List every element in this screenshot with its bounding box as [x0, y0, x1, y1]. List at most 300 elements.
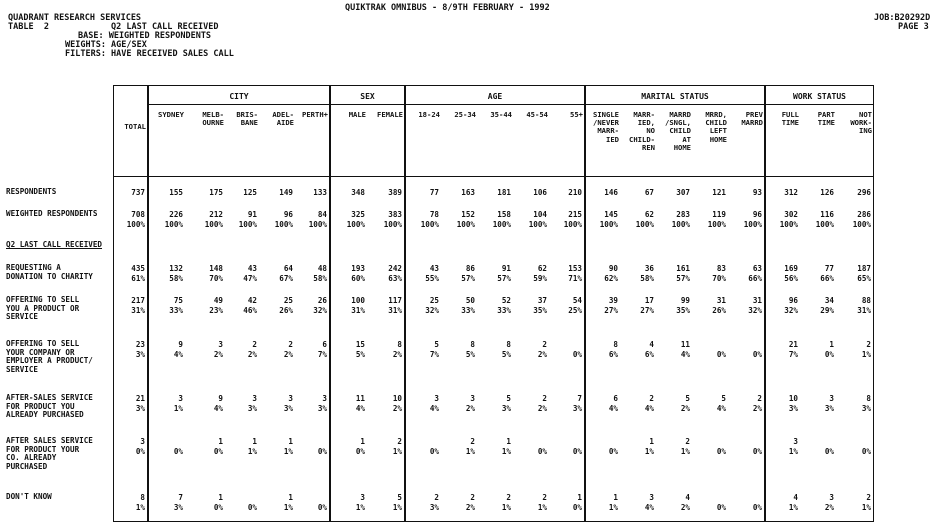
percent-cell: 100% [204, 220, 223, 229]
percent-cell: 7% [317, 350, 327, 359]
count-cell: 5 [434, 340, 439, 349]
percent-cell: 57% [676, 274, 690, 283]
percent-cell: 2% [537, 350, 547, 359]
percent-cell: 1% [355, 503, 365, 512]
row-label: OFFERING TO SELL YOU A PRODUCT OR SERVICE [6, 295, 80, 322]
percent-cell: 2% [465, 503, 475, 512]
count-cell: 302 [784, 210, 798, 219]
count-cell: 93 [752, 188, 762, 197]
percent-cell: 32% [784, 306, 798, 315]
count-cell: 77 [429, 188, 439, 197]
count-cell: 307 [676, 188, 690, 197]
count-cell: 5 [397, 493, 402, 502]
percent-cell: 0% [572, 447, 582, 456]
count-cell: 163 [461, 188, 475, 197]
row-label: DON'T KNOW [6, 492, 52, 501]
count-cell: 435 [131, 264, 145, 273]
percent-cell: 0% [213, 503, 223, 512]
count-cell: 212 [209, 210, 223, 219]
count-cell: 3 [252, 394, 257, 403]
percent-cell: 2% [392, 404, 402, 413]
count-cell: 99 [680, 296, 690, 305]
count-cell: 8 [613, 340, 618, 349]
percent-cell: 0% [317, 503, 327, 512]
count-cell: 106 [533, 188, 547, 197]
count-cell: 210 [568, 188, 582, 197]
percent-cell: 35% [533, 306, 547, 315]
percent-cell: 1% [283, 503, 293, 512]
count-cell: 90 [608, 264, 618, 273]
column-header: PERTH+ [302, 110, 328, 119]
count-cell: 43 [247, 264, 257, 273]
count-cell: 3 [434, 394, 439, 403]
percent-cell: 2% [752, 404, 762, 413]
count-cell: 348 [351, 188, 365, 197]
percent-cell: 0% [824, 350, 834, 359]
count-cell: 2 [542, 394, 547, 403]
group-age: AGE [487, 92, 503, 101]
count-cell: 7 [178, 493, 183, 502]
column-header: PART TIME [817, 110, 835, 128]
count-cell: 1 [506, 437, 511, 446]
row-label: OFFERING TO SELL YOUR COMPANY OR EMPLOYER A PRODUCT/ SERVICE [6, 339, 93, 374]
count-cell: 161 [676, 264, 690, 273]
percent-cell: 3% [501, 404, 511, 413]
table-number: TABLE 2 [8, 22, 49, 32]
percent-cell: 67% [279, 274, 293, 283]
percent-cell: 57% [497, 274, 511, 283]
count-cell: 286 [857, 210, 871, 219]
percent-cell: 3% [135, 350, 145, 359]
count-cell: 37 [537, 296, 547, 305]
percent-cell: 1% [788, 447, 798, 456]
count-cell: 383 [388, 210, 402, 219]
count-cell: 181 [497, 188, 511, 197]
percent-cell: 46% [243, 306, 257, 315]
count-cell: 187 [857, 264, 871, 273]
count-cell: 48 [317, 264, 327, 273]
count-cell: 63 [752, 264, 762, 273]
count-cell: 83 [716, 264, 726, 273]
percent-cell: 27% [640, 306, 654, 315]
percent-cell: 65% [857, 274, 871, 283]
count-cell: 62 [537, 264, 547, 273]
count-cell: 25 [283, 296, 293, 305]
percent-cell: 63% [388, 274, 402, 283]
count-cell: 2 [252, 340, 257, 349]
count-cell: 8 [866, 394, 871, 403]
count-cell: 96 [752, 210, 762, 219]
percent-cell: 100% [779, 220, 798, 229]
percent-cell: 100% [420, 220, 439, 229]
row-label: RESPONDENTS [6, 187, 57, 196]
percent-cell: 4% [213, 404, 223, 413]
count-cell: 9 [178, 340, 183, 349]
count-cell: 126 [820, 188, 834, 197]
percent-cell: 1% [537, 503, 547, 512]
percent-cell: 100% [274, 220, 293, 229]
percent-cell: 2% [247, 350, 257, 359]
count-cell: 152 [461, 210, 475, 219]
percent-cell: 47% [243, 274, 257, 283]
count-cell: 10 [392, 394, 402, 403]
percent-cell: 33% [497, 306, 511, 315]
count-cell: 153 [568, 264, 582, 273]
count-cell: 26 [317, 296, 327, 305]
count-cell: 1 [218, 437, 223, 446]
column-header: MRRD, CHILD LEFT HOME [705, 110, 727, 144]
count-cell: 2 [470, 437, 475, 446]
count-cell: 125 [243, 188, 257, 197]
count-cell: 1 [252, 437, 257, 446]
count-cell: 36 [644, 264, 654, 273]
count-cell: 100 [351, 296, 365, 305]
percent-cell: 4% [608, 404, 618, 413]
percent-cell: 5% [355, 350, 365, 359]
count-cell: 119 [712, 210, 726, 219]
section-label: Q2 LAST CALL RECEIVED [6, 240, 103, 249]
percent-cell: 4% [173, 350, 183, 359]
count-cell: 96 [788, 296, 798, 305]
percent-cell: 2% [213, 350, 223, 359]
count-cell: 8 [506, 340, 511, 349]
percent-cell: 58% [169, 274, 183, 283]
percent-cell: 59% [533, 274, 547, 283]
percent-cell: 32% [748, 306, 762, 315]
percent-cell: 100% [815, 220, 834, 229]
count-cell: 146 [604, 188, 618, 197]
count-cell: 737 [131, 188, 145, 197]
count-cell: 3 [360, 493, 365, 502]
percent-cell: 1% [644, 447, 654, 456]
count-cell: 2 [757, 394, 762, 403]
count-cell: 117 [388, 296, 402, 305]
percent-cell: 0% [752, 350, 762, 359]
column-header: PREV MARRD [741, 110, 763, 128]
percent-cell: 0% [716, 447, 726, 456]
percent-cell: 7% [429, 350, 439, 359]
percent-cell: 100% [492, 220, 511, 229]
percent-cell: 3% [135, 404, 145, 413]
count-cell: 15 [355, 340, 365, 349]
count-cell: 3 [829, 493, 834, 502]
count-cell: 84 [317, 210, 327, 219]
percent-cell: 100% [164, 220, 183, 229]
count-cell: 78 [429, 210, 439, 219]
count-cell: 43 [429, 264, 439, 273]
question-title: Q2 LAST CALL RECEIVED [111, 22, 219, 32]
percent-cell: 100% [599, 220, 618, 229]
percent-cell: 26% [279, 306, 293, 315]
count-cell: 215 [568, 210, 582, 219]
count-cell: 6 [322, 340, 327, 349]
count-cell: 2 [685, 437, 690, 446]
column-header: SINGLE /NEVER MARR- IED [593, 110, 619, 144]
percent-cell: 100% [238, 220, 257, 229]
percent-cell: 58% [640, 274, 654, 283]
row-label: REQUESTING A DONATION TO CHARITY [6, 263, 93, 281]
count-cell: 2 [506, 493, 511, 502]
count-cell: 31 [716, 296, 726, 305]
count-cell: 133 [313, 188, 327, 197]
percent-cell: 2% [465, 404, 475, 413]
count-cell: 1 [829, 340, 834, 349]
percent-cell: 0% [716, 503, 726, 512]
count-cell: 21 [788, 340, 798, 349]
count-cell: 5 [506, 394, 511, 403]
count-cell: 64 [283, 264, 293, 273]
count-cell: 148 [209, 264, 223, 273]
count-cell: 91 [501, 264, 511, 273]
count-cell: 3 [649, 493, 654, 502]
row-label: WEIGHTED RESPONDENTS [6, 209, 98, 218]
percent-cell: 3% [283, 404, 293, 413]
percent-cell: 0% [135, 447, 145, 456]
percent-cell: 70% [712, 274, 726, 283]
count-cell: 158 [497, 210, 511, 219]
count-cell: 2 [470, 493, 475, 502]
count-cell: 9 [218, 394, 223, 403]
percent-cell: 4% [680, 350, 690, 359]
percent-cell: 0% [429, 447, 439, 456]
company-name: QUADRANT RESEARCH SERVICES [8, 13, 142, 23]
weights-line: WEIGHTS: AGE/SEX [65, 40, 147, 50]
count-cell: 39 [608, 296, 618, 305]
count-cell: 50 [465, 296, 475, 305]
percent-cell: 1% [392, 503, 402, 512]
percent-cell: 100% [563, 220, 582, 229]
count-cell: 1 [288, 493, 293, 502]
count-cell: 3 [322, 394, 327, 403]
column-header: 45-54 [526, 110, 548, 119]
count-cell: 77 [824, 264, 834, 273]
percent-cell: 71% [568, 274, 582, 283]
count-cell: 96 [283, 210, 293, 219]
count-cell: 193 [351, 264, 365, 273]
count-cell: 8 [470, 340, 475, 349]
percent-cell: 2% [680, 404, 690, 413]
count-cell: 25 [429, 296, 439, 305]
column-header: MALE [348, 110, 366, 119]
count-cell: 5 [685, 394, 690, 403]
percent-cell: 31% [388, 306, 402, 315]
percent-cell: 35% [676, 306, 690, 315]
count-cell: 3 [829, 394, 834, 403]
count-cell: 88 [861, 296, 871, 305]
count-cell: 3 [470, 394, 475, 403]
percent-cell: 5% [465, 350, 475, 359]
column-header: 55+ [570, 110, 583, 119]
count-cell: 2 [866, 340, 871, 349]
percent-cell: 70% [209, 274, 223, 283]
count-cell: 4 [685, 493, 690, 502]
count-cell: 2 [288, 340, 293, 349]
count-cell: 1 [613, 493, 618, 502]
percent-cell: 1% [861, 350, 871, 359]
count-cell: 91 [247, 210, 257, 219]
percent-cell: 100% [346, 220, 365, 229]
percent-cell: 0% [572, 350, 582, 359]
percent-cell: 0% [213, 447, 223, 456]
column-header: MARRD /SNGL, CHILD AT HOME [665, 110, 691, 152]
percent-cell: 1% [501, 503, 511, 512]
percent-cell: 0% [861, 447, 871, 456]
count-cell: 1 [577, 493, 582, 502]
percent-cell: 29% [820, 306, 834, 315]
count-cell: 217 [131, 296, 145, 305]
job-number: JOB:B20292D [874, 13, 931, 23]
count-cell: 17 [644, 296, 654, 305]
column-header: BRIS- BANE [236, 110, 258, 128]
percent-cell: 1% [283, 447, 293, 456]
percent-cell: 100% [308, 220, 327, 229]
percent-cell: 100% [383, 220, 402, 229]
column-header: ADEL- AIDE [272, 110, 294, 128]
percent-cell: 0% [752, 447, 762, 456]
percent-cell: 4% [644, 503, 654, 512]
percent-cell: 2% [680, 503, 690, 512]
percent-cell: 1% [135, 503, 145, 512]
percent-cell: 62% [604, 274, 618, 283]
percent-cell: 1% [501, 447, 511, 456]
percent-cell: 23% [209, 306, 223, 315]
percent-cell: 3% [861, 404, 871, 413]
percent-cell: 4% [716, 404, 726, 413]
percent-cell: 3% [788, 404, 798, 413]
count-cell: 132 [169, 264, 183, 273]
percent-cell: 100% [528, 220, 547, 229]
column-header: FULL TIME [781, 110, 799, 128]
count-cell: 3 [793, 437, 798, 446]
count-cell: 3 [218, 340, 223, 349]
percent-cell: 1% [392, 447, 402, 456]
count-cell: 312 [784, 188, 798, 197]
percent-cell: 1% [608, 503, 618, 512]
count-cell: 86 [465, 264, 475, 273]
count-cell: 1 [360, 437, 365, 446]
count-cell: 2 [542, 493, 547, 502]
percent-cell: 2% [283, 350, 293, 359]
column-header: 35-44 [490, 110, 512, 119]
count-cell: 175 [209, 188, 223, 197]
percent-cell: 0% [752, 503, 762, 512]
base-line: BASE: WEIGHTED RESPONDENTS [78, 31, 212, 41]
count-cell: 1 [288, 437, 293, 446]
column-header: 25-34 [454, 110, 476, 119]
percent-cell: 27% [604, 306, 618, 315]
count-cell: 2 [866, 493, 871, 502]
percent-cell: 100% [707, 220, 726, 229]
percent-cell: 3% [572, 404, 582, 413]
count-cell: 11 [680, 340, 690, 349]
percent-cell: 2% [824, 503, 834, 512]
column-header: FEMALE [377, 110, 403, 119]
count-cell: 2 [397, 437, 402, 446]
count-cell: 11 [355, 394, 365, 403]
column-header: SYDNEY [158, 110, 184, 119]
count-cell: 42 [247, 296, 257, 305]
count-cell: 3 [178, 394, 183, 403]
count-cell: 10 [788, 394, 798, 403]
count-cell: 34 [824, 296, 834, 305]
count-cell: 5 [721, 394, 726, 403]
column-header: 18-24 [418, 110, 440, 119]
percent-cell: 1% [465, 447, 475, 456]
percent-cell: 66% [820, 274, 834, 283]
percent-cell: 3% [317, 404, 327, 413]
count-cell: 155 [169, 188, 183, 197]
group-marital: MARITAL STATUS [641, 92, 709, 101]
percent-cell: 31% [131, 306, 145, 315]
count-cell: 3 [140, 437, 145, 446]
percent-cell: 31% [857, 306, 871, 315]
count-cell: 169 [784, 264, 798, 273]
count-cell: 389 [388, 188, 402, 197]
percent-cell: 0% [537, 447, 547, 456]
count-cell: 145 [604, 210, 618, 219]
percent-cell: 1% [788, 503, 798, 512]
percent-cell: 3% [173, 503, 183, 512]
count-cell: 104 [533, 210, 547, 219]
count-cell: 283 [676, 210, 690, 219]
count-cell: 67 [644, 188, 654, 197]
count-cell: 116 [820, 210, 834, 219]
count-cell: 1 [649, 437, 654, 446]
count-cell: 242 [388, 264, 402, 273]
count-cell: 325 [351, 210, 365, 219]
count-cell: 8 [140, 493, 145, 502]
group-work: WORK STATUS [793, 92, 846, 101]
percent-cell: 4% [429, 404, 439, 413]
percent-cell: 0% [572, 503, 582, 512]
count-cell: 2 [434, 493, 439, 502]
percent-cell: 5% [501, 350, 511, 359]
percent-cell: 100% [635, 220, 654, 229]
count-cell: 8 [397, 340, 402, 349]
percent-cell: 56% [784, 274, 798, 283]
count-cell: 296 [857, 188, 871, 197]
percent-cell: 66% [748, 274, 762, 283]
percent-cell: 4% [355, 404, 365, 413]
percent-cell: 0% [824, 447, 834, 456]
percent-cell: 100% [743, 220, 762, 229]
percent-cell: 32% [425, 306, 439, 315]
survey-title: QUIKTRAK OMNIBUS - 8/9TH FEBRUARY - 1992 [345, 3, 550, 13]
column-header: MELB- OURNE [202, 110, 224, 128]
count-cell: 149 [279, 188, 293, 197]
count-cell: 54 [572, 296, 582, 305]
group-city: CITY [229, 92, 249, 101]
percent-cell: 4% [644, 404, 654, 413]
percent-cell: 3% [247, 404, 257, 413]
percent-cell: 1% [173, 404, 183, 413]
row-label: AFTER-SALES SERVICE FOR PRODUCT YOU ALREADY PURCHASED [6, 393, 93, 420]
percent-cell: 6% [644, 350, 654, 359]
page-number: PAGE 3 [898, 22, 929, 32]
percent-cell: 33% [169, 306, 183, 315]
percent-cell: 1% [680, 447, 690, 456]
count-cell: 1 [218, 493, 223, 502]
count-cell: 226 [169, 210, 183, 219]
percent-cell: 60% [351, 274, 365, 283]
percent-cell: 0% [716, 350, 726, 359]
percent-cell: 61% [131, 274, 145, 283]
count-cell: 62 [644, 210, 654, 219]
count-cell: 31 [752, 296, 762, 305]
filters-line: FILTERS: HAVE RECEIVED SALES CALL [65, 49, 234, 59]
percent-cell: 57% [461, 274, 475, 283]
percent-cell: 3% [429, 503, 439, 512]
